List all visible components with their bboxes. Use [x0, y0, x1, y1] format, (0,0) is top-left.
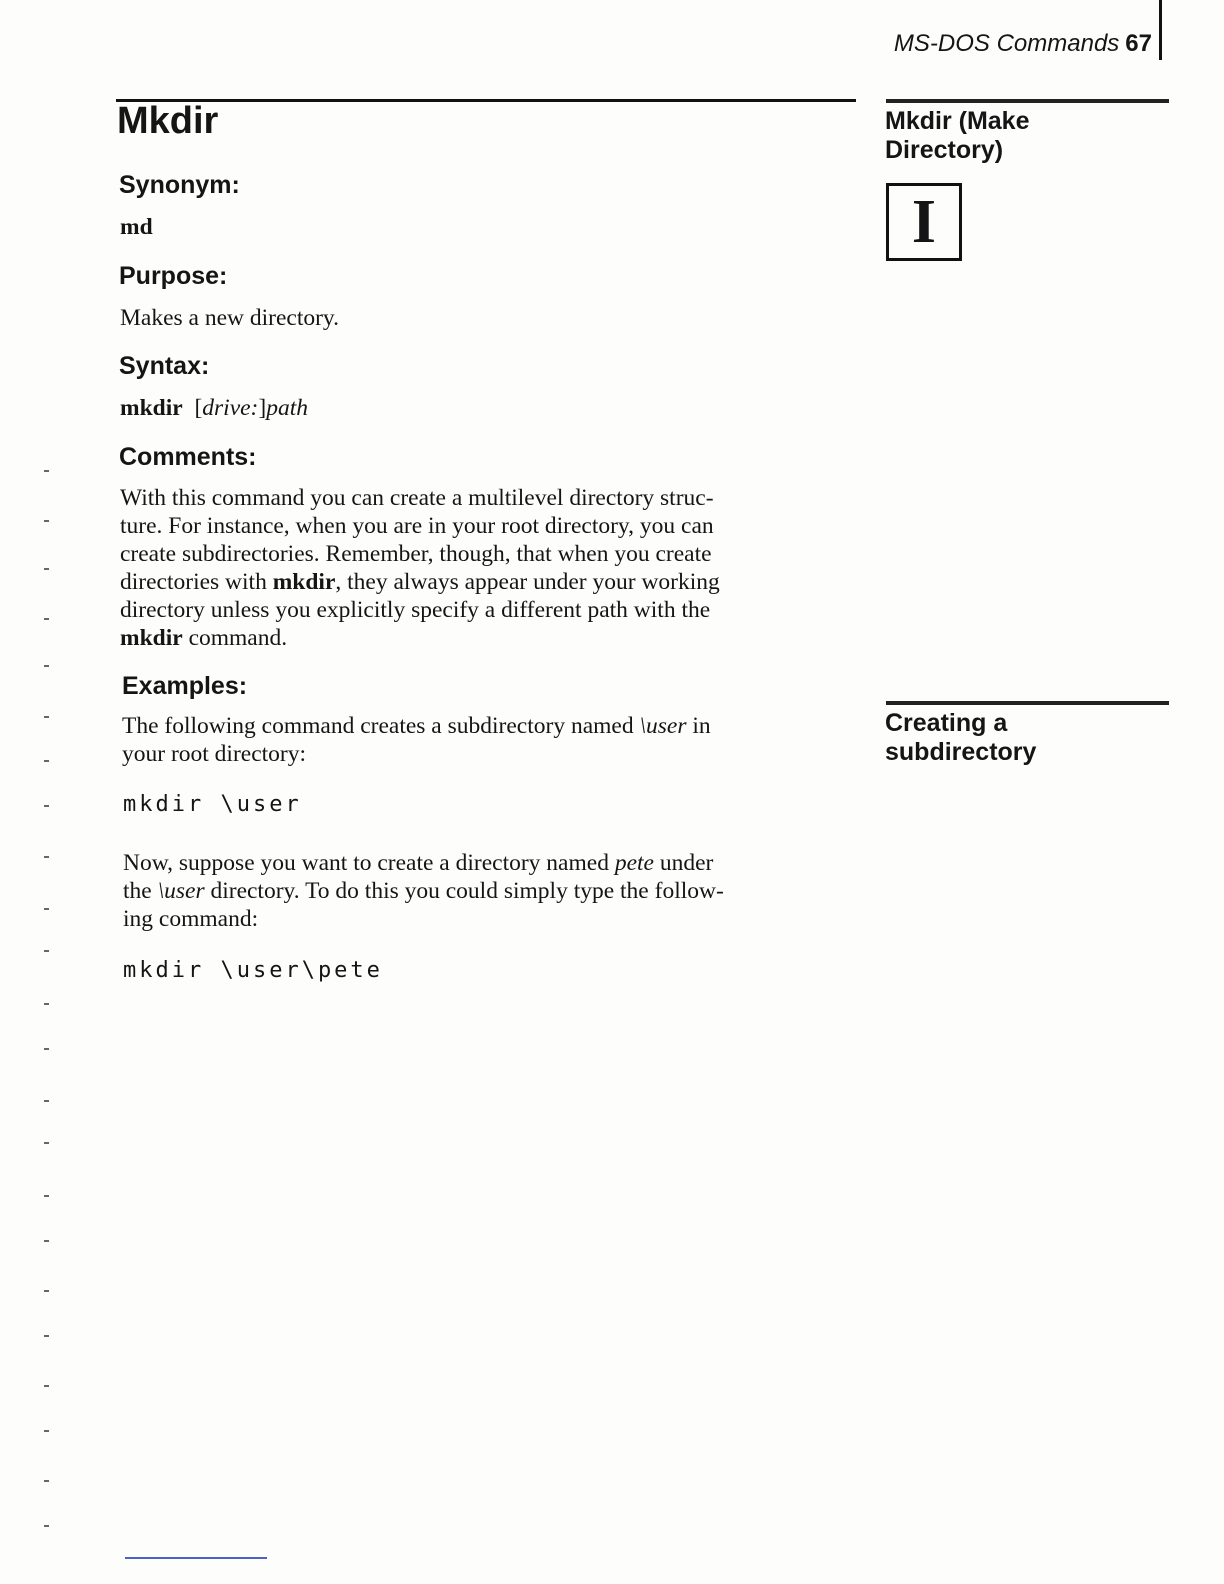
section-tab-box: [886, 183, 962, 261]
sidebar-heading-creating: [885, 709, 1165, 767]
margin-tick: [44, 470, 49, 472]
margin-tick: [44, 1335, 49, 1337]
margin-tick: [44, 856, 49, 858]
sidebar-rule-top: [886, 99, 1169, 103]
comments-paragraph: [120, 484, 850, 652]
page-number: 67: [1125, 30, 1152, 57]
user-path: \user: [639, 713, 687, 739]
sidebar-heading-mkdir: [885, 107, 1165, 165]
sidebar-heading-line: subdirectory: [885, 738, 1037, 766]
margin-tick: [44, 1430, 49, 1432]
example2-line: Now, suppose you want to create a directory named pete under: [123, 850, 714, 876]
margin-tick: [44, 1480, 49, 1482]
example2-line: ing command:: [123, 906, 259, 932]
header-edge-bar: [1159, 0, 1162, 60]
examples-heading: Examples:: [122, 672, 248, 700]
margin-tick: [44, 1195, 49, 1197]
purpose-heading: Purpose:: [119, 262, 228, 290]
sidebar-heading-line: Directory): [885, 136, 1004, 164]
comments-line: directory unless you explicitly specify a different path with the: [120, 597, 711, 623]
margin-tick: [44, 1525, 49, 1527]
sidebar-heading-line: Mkdir (Make: [885, 107, 1030, 135]
pete-name: pete: [614, 850, 654, 876]
synonym-heading: Synonym:: [119, 171, 240, 199]
margin-tick: [44, 1048, 49, 1050]
command-title: Mkdir: [117, 100, 219, 142]
margin-tick: [44, 1290, 49, 1292]
synonym-value: md: [120, 214, 153, 240]
comments-line: mkdir command.: [120, 625, 288, 651]
margin-tick: [44, 1142, 49, 1144]
syntax-heading: Syntax:: [119, 352, 210, 380]
comments-line: create subdirectories. Remember, though, that when you create: [120, 541, 712, 567]
main-heading-rule: [116, 99, 856, 102]
margin-tick: [44, 665, 49, 667]
margin-tick: [44, 908, 49, 910]
margin-tick: [44, 568, 49, 570]
example1-line: your root directory:: [122, 741, 307, 767]
margin-tick: [44, 1100, 49, 1102]
margin-tick: [44, 618, 49, 620]
section-tab-letter: I: [911, 188, 937, 256]
example2-text: [123, 849, 853, 933]
example1-code: mkdir \user: [123, 792, 302, 817]
example2-code: mkdir \user\pete: [123, 958, 383, 983]
user-path: \user: [157, 878, 205, 904]
syntax-line: mkdir [drive:]path: [120, 395, 308, 421]
mkdir-keyword: mkdir: [120, 625, 183, 651]
bottom-edge-rule: [125, 1557, 267, 1559]
margin-tick: [44, 950, 49, 952]
syntax-drive: drive:: [202, 395, 259, 421]
margin-tick: [44, 716, 49, 718]
margin-tick: [44, 1003, 49, 1005]
comments-line: directories with mkdir, they always appear under your working: [120, 569, 720, 595]
example1-line: The following command creates a subdirectory named \user in: [122, 713, 711, 739]
example1-text: [122, 712, 852, 768]
syntax-command: mkdir: [120, 395, 183, 421]
margin-tick: [44, 805, 49, 807]
comments-heading: Comments:: [119, 443, 257, 471]
sidebar-heading-line: Creating a: [885, 709, 1008, 737]
example2-line: the \user directory. To do this you could simply type the follow-: [123, 878, 724, 904]
sidebar-rule-examples: [886, 701, 1169, 705]
purpose-text: Makes a new directory.: [120, 305, 340, 331]
comments-line: With this command you can create a multilevel directory struc-: [120, 485, 714, 511]
margin-tick: [44, 760, 49, 762]
margin-tick: [44, 520, 49, 522]
comments-line: ture. For instance, when you are in your root directory, you can: [120, 513, 714, 539]
syntax-path: path: [266, 395, 308, 421]
margin-tick: [44, 1240, 49, 1242]
margin-tick: [44, 1385, 49, 1387]
header-section-title: MS-DOS Commands: [893, 30, 1120, 57]
mkdir-keyword: mkdir: [272, 569, 336, 595]
running-header: [894, 30, 1152, 58]
